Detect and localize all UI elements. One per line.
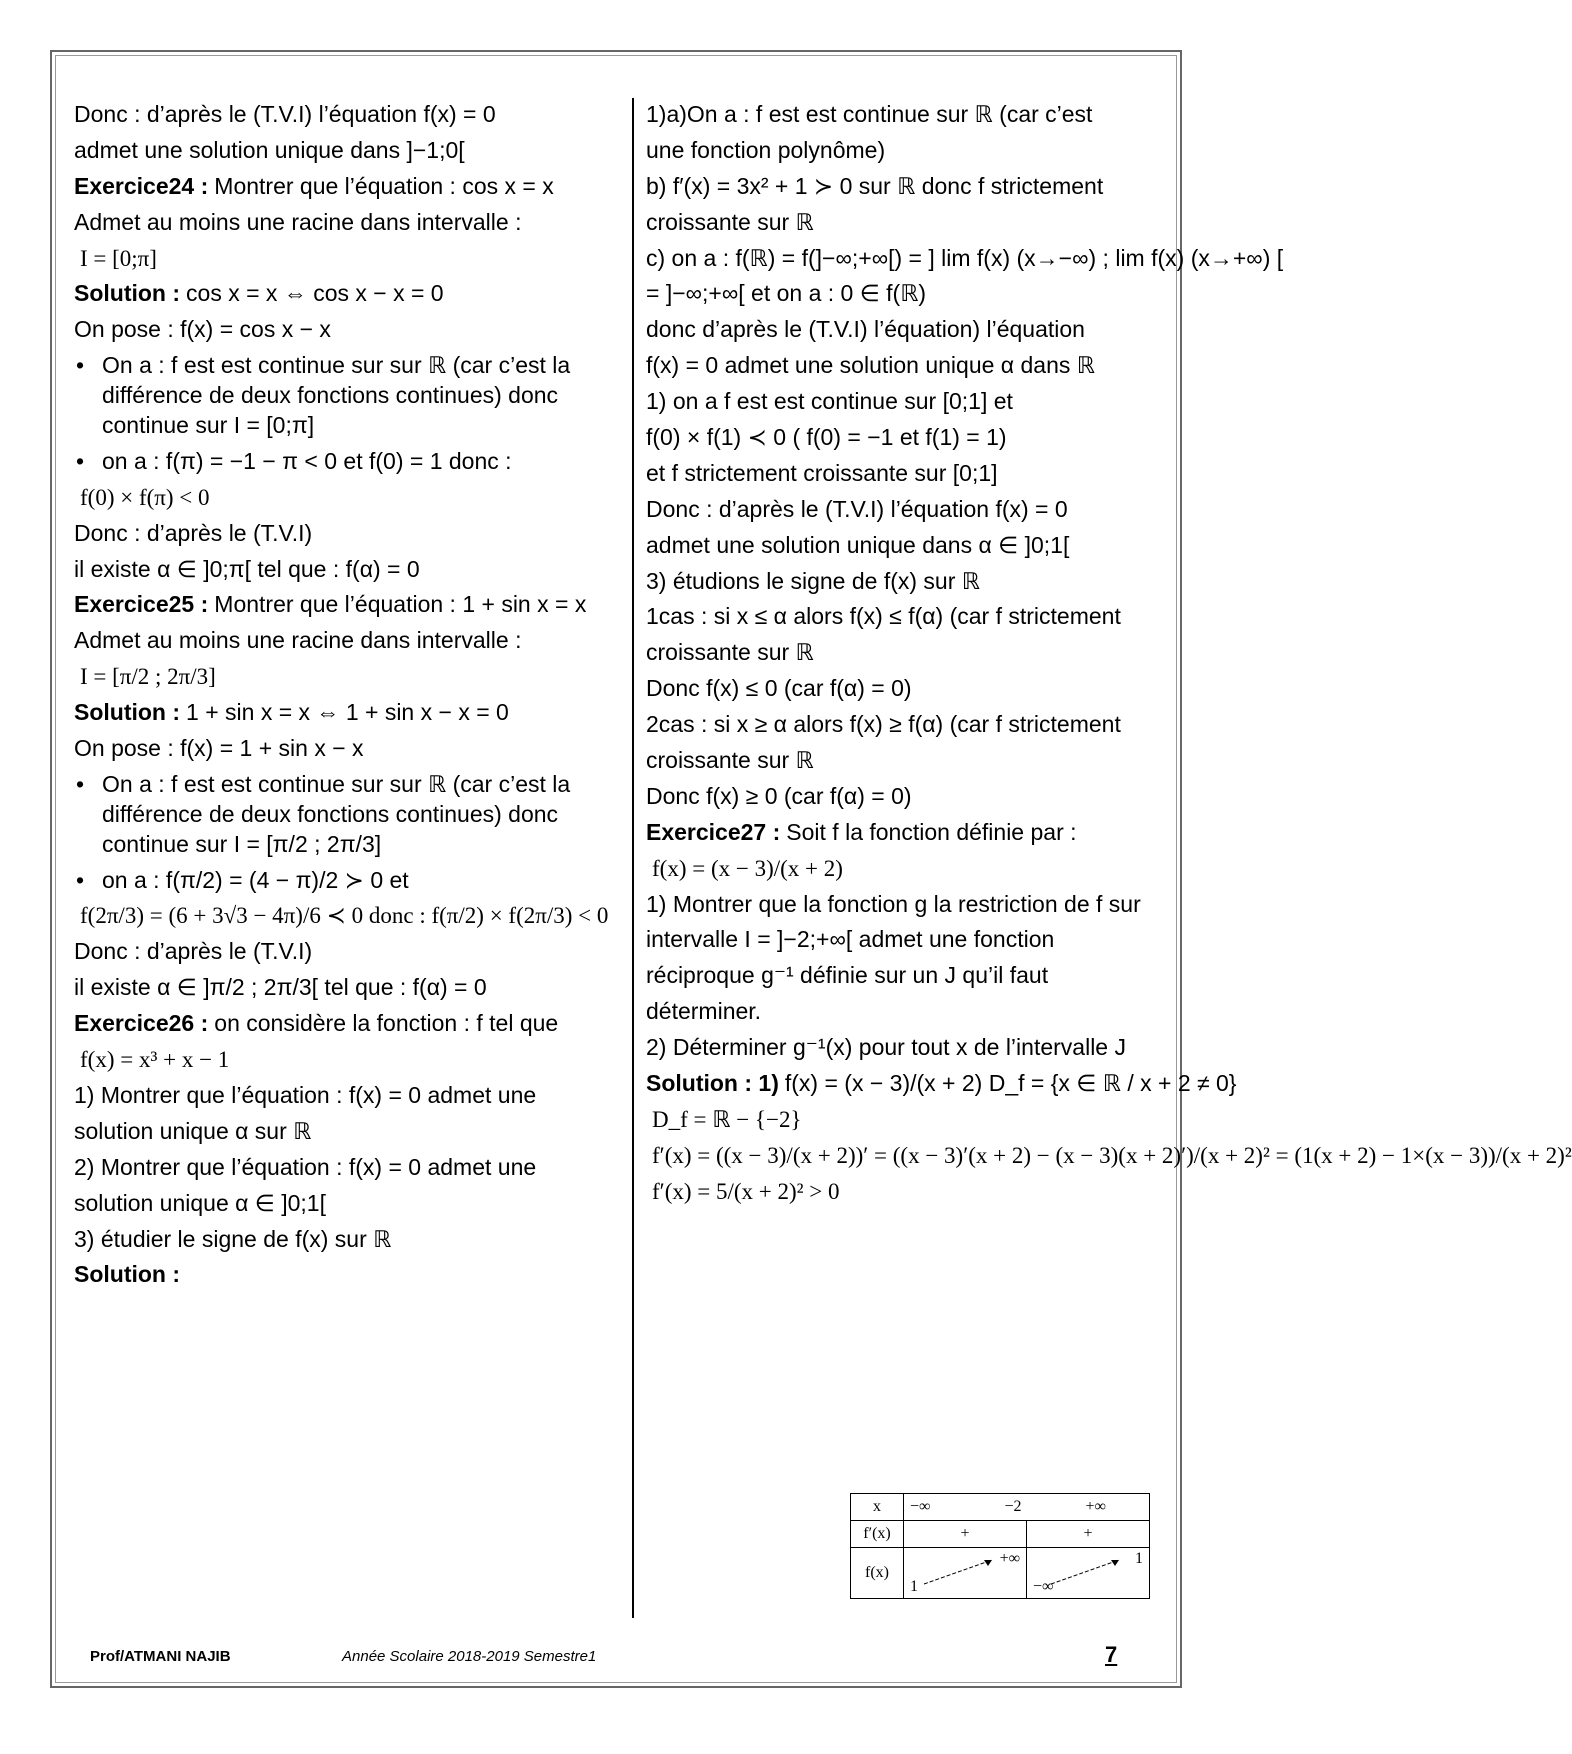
text-line: croissante sur ℝ xyxy=(646,747,814,774)
heading-label: Exercice25 : xyxy=(74,591,209,618)
text-line: Donc f(x) ≤ 0 (car f(α) = 0) xyxy=(646,675,912,702)
var-cell xyxy=(904,1494,1150,1521)
page-number: 7 xyxy=(1105,1642,1118,1667)
text-line: 1) Montrer que la fonction g la restriction de f sur xyxy=(646,890,1141,917)
text-line: croissante sur ℝ xyxy=(646,639,814,666)
heading-text: Montrer que l’équation : cos x = x xyxy=(214,172,554,199)
heading-label: Solution : 1) xyxy=(646,1070,779,1097)
text-line: 3) étudions le signe de f(x) sur ℝ xyxy=(646,567,980,594)
text-line: 1)a)On a : f est est continue sur ℝ (car c’est xyxy=(646,101,1093,127)
text-line: Donc : d’après le (T.V.I) xyxy=(74,519,313,546)
exercise-heading xyxy=(74,1260,622,1290)
var-arrow-cell xyxy=(904,1548,1027,1599)
var-cell: f′(x) xyxy=(851,1521,904,1548)
math-line: D_f = ℝ − {−2} xyxy=(652,1106,802,1132)
text-line: 1) on a f est est continue sur [0;1] et xyxy=(646,388,1013,415)
left-column xyxy=(74,100,622,1296)
variation-table xyxy=(850,1493,1150,1599)
heading-label: Solution : xyxy=(74,1261,181,1288)
text-line: c) on a : f(ℝ) = f(]−∞;+∞[) = ] lim f(x) (x→−∞) ; lim f(x) (x→+∞) [ xyxy=(646,244,1284,271)
text-line: On pose : f(x) = cos x − x xyxy=(74,316,331,343)
math-line: f′(x) = 5/(x + 2)² > 0 xyxy=(652,1178,840,1204)
increasing-arrow-icon xyxy=(904,1548,1014,1594)
bullet-item: • on a : f(π/2) = (4 − π)/2 ≻ 0 et xyxy=(74,866,622,896)
exercise-heading xyxy=(74,590,622,620)
var-top-value: 1 xyxy=(1135,1550,1143,1567)
text-line: admet une solution unique dans ]−1;0[ xyxy=(74,136,465,163)
text-line: 2) Montrer que l’équation : f(x) = 0 admet une xyxy=(74,1153,537,1180)
text-line: Donc : d’après le (T.V.I) l’équation f(x) = 0 xyxy=(74,101,496,127)
text-line: 2cas : si x ≥ α alors f(x) ≥ f(α) (car f strictement xyxy=(646,711,1121,738)
text-line: f(x) = 0 admet une solution unique α dans ℝ xyxy=(646,352,1095,379)
var-cell: f(x) xyxy=(851,1548,904,1599)
text-line: 1cas : si x ≤ α alors f(x) ≤ f(α) (car f strictement xyxy=(646,603,1121,630)
var-minus-inf: −∞ xyxy=(910,1498,931,1515)
text-line: croissante sur ℝ xyxy=(646,208,814,235)
bullet-item: • On a : f est est continue sur sur ℝ (car c’est la différence de deux fonctions continues) donc continue sur I = [π/2 ; 2π/3] xyxy=(74,770,622,860)
var-top-value: +∞ xyxy=(999,1550,1020,1567)
text-line: Donc : d’après le (T.V.I) l’équation f(x) = 0 xyxy=(646,495,1068,522)
var-arrow-cell xyxy=(1027,1548,1150,1599)
math-line: f(2π/3) = (6 + 3√3 − 4π)/6 ≺ 0 donc : f(π/2) × f(2π/3) < 0 xyxy=(80,903,609,929)
heading-label: Exercice24 : xyxy=(74,172,209,199)
right-column xyxy=(646,100,1572,1213)
bullet-item: • On a : f est est continue sur sur ℝ (car c’est la différence de deux fonctions continues) donc continue sur I = [0;π] xyxy=(74,351,622,441)
heading-label: Exercice27 : xyxy=(646,818,781,845)
text-line: b) f′(x) = 3x² + 1 ≻ 0 sur ℝ donc f strictement xyxy=(646,172,1104,199)
text-line: admet une solution unique dans α ∈ ]0;1[ xyxy=(646,531,1070,558)
math-line: f(x) = (x − 3)/(x + 2) xyxy=(652,855,843,881)
text-line: solution unique α ∈ ]0;1[ xyxy=(74,1189,326,1216)
footer-author: Prof/ATMANI NAJIB xyxy=(90,1648,231,1665)
text-line: et f strictement croissante sur [0;1] xyxy=(646,459,998,486)
exercise-heading xyxy=(74,1009,622,1039)
text-line: déterminer. xyxy=(646,998,762,1025)
heading-label: Solution : xyxy=(74,280,181,307)
text-line: = ]−∞;+∞[ et on a : 0 ∈ f(ℝ) xyxy=(646,280,927,307)
text-line: 2) Déterminer g⁻¹(x) pour tout x de l’intervalle J xyxy=(646,1034,1126,1061)
text-line: Admet au moins une racine dans intervalle : xyxy=(74,627,522,654)
text-line: réciproque g⁻¹ définie sur un J qu’il faut xyxy=(646,962,1049,989)
heading-text: on considère la fonction : f tel que xyxy=(214,1010,559,1037)
text-line: il existe α ∈ ]0;π[ tel que : f(α) = 0 xyxy=(74,555,420,582)
math-line: I = [0;π] xyxy=(80,245,157,271)
variation-row-x xyxy=(851,1494,1150,1521)
text-line: 1) Montrer que l’équation : f(x) = 0 admet une xyxy=(74,1081,537,1108)
var-plus-inf: +∞ xyxy=(1085,1498,1106,1515)
heading-label: Solution : xyxy=(74,699,181,726)
heading-text: f(x) = (x − 3)/(x + 2) D_f = {x ∈ ℝ / x + 2 ≠ 0} xyxy=(784,1070,1237,1097)
text-line: une fonction polynôme) xyxy=(646,136,886,163)
var-sign: + xyxy=(1027,1521,1150,1548)
var-bottom-value: 1 xyxy=(910,1578,918,1595)
text-line: intervalle I = ]−2;+∞[ admet une fonction xyxy=(646,926,1055,953)
exercise-heading xyxy=(74,172,622,202)
var-cell: x xyxy=(851,1494,904,1521)
heading-label: Exercice26 : xyxy=(74,1010,209,1037)
heading-text: cos x = x ⇔ cos x − x = 0 xyxy=(186,280,444,307)
column-divider xyxy=(632,98,634,1618)
text-line: Donc : d’après le (T.V.I) xyxy=(74,938,313,965)
text-line: donc d’après le (T.V.I) l’équation) l’équation xyxy=(646,316,1085,343)
bullet-item: • on a : f(π) = −1 − π < 0 et f(0) = 1 donc : xyxy=(74,447,622,477)
text-line: On pose : f(x) = 1 + sin x − x xyxy=(74,735,364,762)
math-line: f(x) = x³ + x − 1 xyxy=(80,1047,230,1073)
text-line: solution unique α sur ℝ xyxy=(74,1117,312,1144)
text-line: f(0) × f(1) ≺ 0 ( f(0) = −1 et f(1) = 1) xyxy=(646,424,1007,451)
variation-row-f xyxy=(851,1548,1150,1599)
increasing-arrow-icon xyxy=(1027,1548,1137,1594)
var-bottom-value: −∞ xyxy=(1033,1578,1054,1595)
heading-text: Soit f la fonction définie par : xyxy=(786,818,1077,845)
math-line: f(0) × f(π) < 0 xyxy=(80,484,210,510)
text-line: il existe α ∈ ]π/2 ; 2π/3[ tel que : f(α) = 0 xyxy=(74,974,487,1001)
heading-text: 1 + sin x = x ⇔ 1 + sin x − x = 0 xyxy=(186,699,509,726)
exercise-heading xyxy=(646,818,1180,848)
var-minus-two: −2 xyxy=(1004,1498,1022,1515)
heading-text: Montrer que l’équation : 1 + sin x = x xyxy=(214,591,587,618)
text-line: Donc f(x) ≥ 0 (car f(α) = 0) xyxy=(646,782,912,809)
exercise-heading xyxy=(646,1069,1237,1099)
variation-row-fprime xyxy=(851,1521,1150,1548)
text-line: Admet au moins une racine dans intervalle : xyxy=(74,208,522,235)
exercise-heading xyxy=(74,279,622,309)
var-sign: + xyxy=(904,1521,1027,1548)
exercise-heading xyxy=(74,698,622,728)
text-line: 3) étudier le signe de f(x) sur ℝ xyxy=(74,1225,392,1252)
math-line: f′(x) = ((x − 3)/(x + 2))′ = ((x − 3)′(x + 2) − (x − 3)(x + 2)′)/(x + 2)² = (1(x + 2) − 1×(x − 3))/(x + 2)² xyxy=(652,1142,1572,1168)
math-line: I = [π/2 ; 2π/3] xyxy=(80,664,216,690)
footer-year: Année Scolaire 2018-2019 Semestre1 xyxy=(342,1648,597,1665)
